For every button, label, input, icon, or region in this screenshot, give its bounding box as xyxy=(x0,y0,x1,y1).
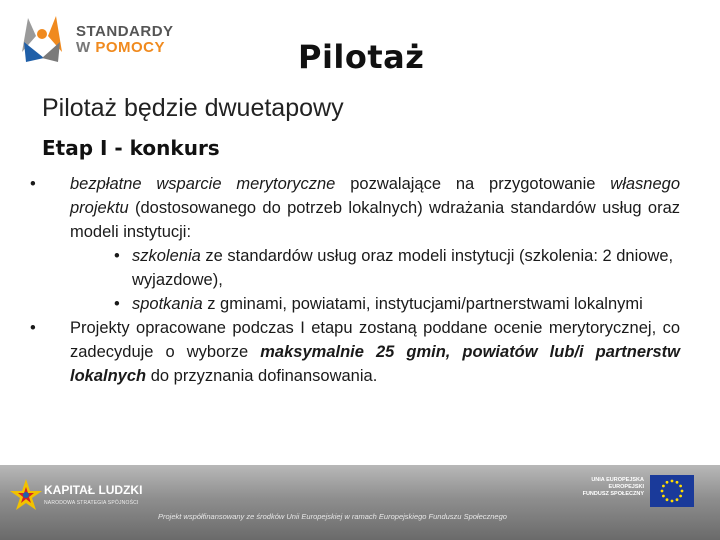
bullet-item xyxy=(30,172,680,244)
kapital-ludzki-subtitle: NARODOWA STRATEGIA SPÓJNOŚCI xyxy=(44,500,139,506)
sub-bullet-marker: • xyxy=(114,247,120,265)
section-heading: Etap I - konkurs xyxy=(42,136,220,160)
sub-bullet-item xyxy=(30,292,680,316)
bullet1-emphasis-2: własnego projektu xyxy=(70,175,680,217)
eu-line2: EUROPEJSKI xyxy=(608,484,644,490)
eu-line1: UNIA EUROPEJSKA xyxy=(591,477,644,483)
sub2-emphasis: spotkania xyxy=(132,295,203,313)
sub-bullet-item xyxy=(30,244,680,292)
bullet2-text-2: do przyznania dofinansowania. xyxy=(146,367,378,385)
logo-line1: STANDARDY xyxy=(76,23,174,40)
logo-line2-accent: POMOCY xyxy=(95,39,166,56)
bullet-marker: • xyxy=(30,319,36,337)
bullet2-strong: maksymalnie 25 gmin, powiatów lub/i partnerstw lokalnych xyxy=(70,343,680,385)
kapital-ludzki-star-icon xyxy=(10,477,42,513)
sub1-emphasis: szkolenia xyxy=(132,247,201,265)
kapital-ludzki-title: KAPITAŁ LUDZKI xyxy=(44,483,143,497)
logo-line2 xyxy=(76,40,174,56)
slide-subtitle: Pilotaż będzie dwuetapowy xyxy=(42,94,344,122)
bullet-marker: • xyxy=(30,175,36,193)
footer-note: Projekt współfinansowany ze środków Unii Europejskiej w ramach Europejskiego Funduszu Społecznego xyxy=(158,512,507,521)
kapital-ludzki-logo xyxy=(10,473,160,518)
eu-flag-icon xyxy=(650,475,694,507)
bullet1-text-2: (dostosowanego do potrzeb lokalnych) wdrażania standardów usług oraz modeli instytucji: xyxy=(70,199,680,241)
eu-line3: FUNDUSZ SPOŁECZNY xyxy=(582,491,644,497)
logo-wordmark xyxy=(76,24,174,56)
bullet-item xyxy=(30,316,680,388)
bullet2-text-1: Projekty opracowane podczas I etapu zostaną poddane ocenie merytorycznej, co zadecyduje o wyborze xyxy=(70,319,680,361)
slide-content xyxy=(30,172,680,388)
bullet1-emphasis-1: bezpłatne wsparcie merytoryczne xyxy=(70,175,336,193)
sub2-text: z gminami, powiatami, instytucjami/partnerstwami lokalnymi xyxy=(202,295,643,313)
logo-line2-prefix: W xyxy=(76,39,91,56)
standardy-w-pomocy-logo xyxy=(14,12,194,64)
eu-label xyxy=(580,477,644,498)
sub1-text: ze standardów usług oraz modeli instytucji (szkolenia: 2 dniowe, wyjazdowe), xyxy=(132,247,674,289)
standardy-logo-icon xyxy=(14,12,70,64)
slide-title: Pilotaż xyxy=(298,38,425,76)
bullet1-text-1: pozwalające na przygotowanie xyxy=(335,175,611,193)
sub-bullet-marker: • xyxy=(114,295,120,313)
footer-band xyxy=(0,465,720,540)
